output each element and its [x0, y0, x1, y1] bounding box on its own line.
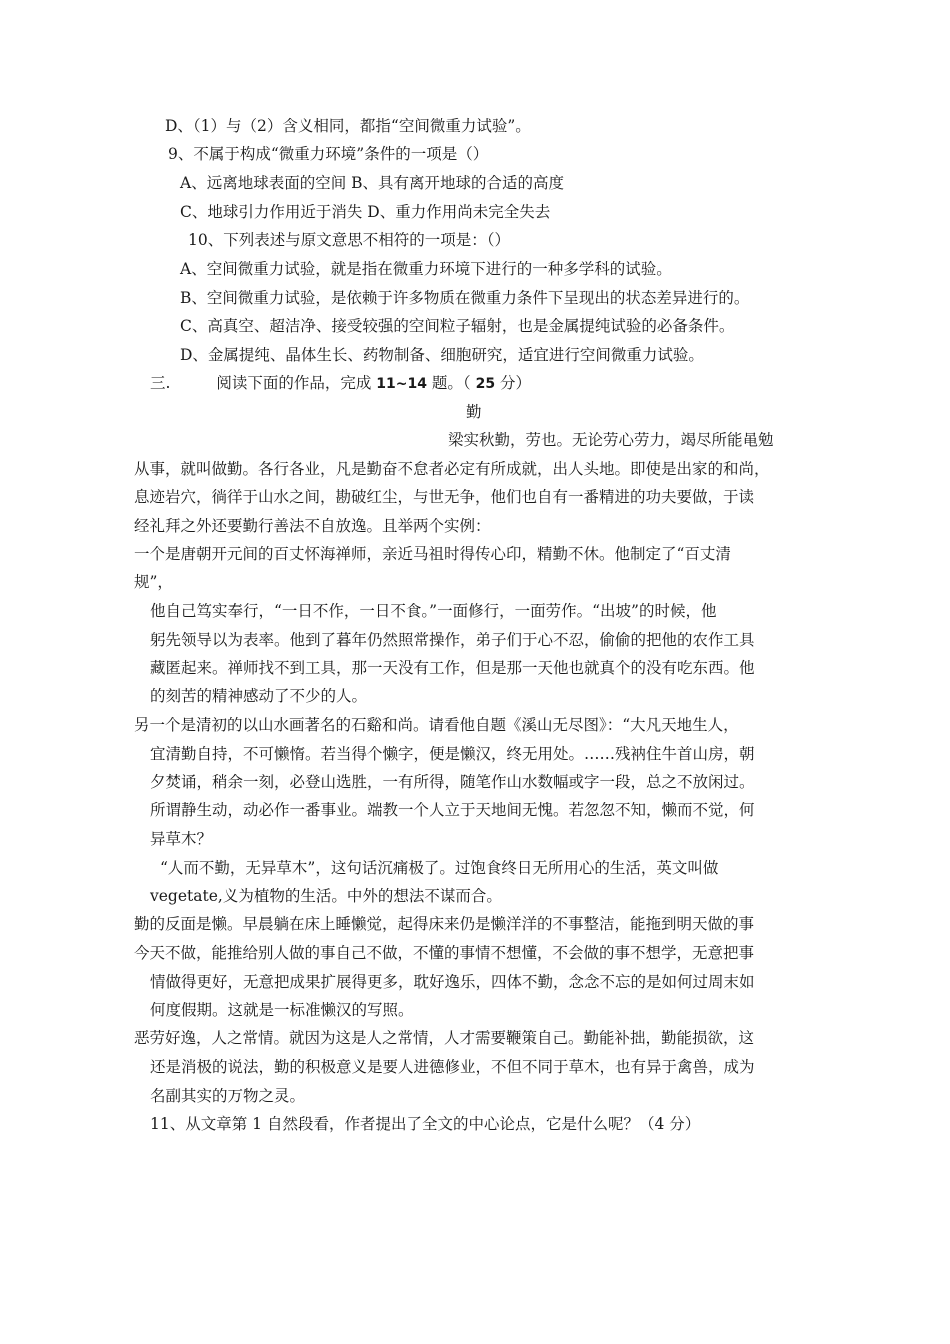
section-instruction-post: 分）	[500, 374, 532, 392]
section-3-heading	[150, 373, 531, 394]
essay-line: 勤的反面是懒。早晨躺在床上睡懒觉，起得床来仍是懒洋洋的不事整洁，能拖到明天做的事	[134, 915, 755, 933]
essay-line: 躬先领导以为表率。他到了暮年仍然照常操作，弟子们于心不忍，偷偷的把他的农作工具	[150, 631, 755, 649]
section-instruction-mid: 题。（	[431, 374, 471, 392]
q9-stem: 9、不属于构成“微重力环境”条件的一项是（）	[168, 145, 489, 163]
essay-line: 今天不做，能推给别人做的事自己不做，不懂的事情不想懂，不会做的事不想学，无意把事	[134, 944, 755, 962]
essay-line: 规”，	[134, 573, 173, 591]
essay-line: 所谓静生动，动必作一番事业。端教一个人立于天地间无愧。若忽忽不知，懒而不觉，何	[150, 801, 755, 819]
section-score: 25	[475, 376, 496, 392]
q9-options-cd: C、地球引力作用近于消失 D、重力作用尚未完全失去	[180, 203, 551, 221]
q10-option-a: A、空间微重力试验，就是指在微重力环境下进行的一种多学科的试验。	[180, 260, 672, 278]
q9-options-ab: A、远离地球表面的空间 B、具有离开地球的合适的高度	[180, 174, 565, 192]
essay-line: vegetate,义为植物的生活。中外的想法不谋而合。	[150, 887, 502, 905]
q10-option-c: C、高真空、超洁净、接受较强的空间粒子辐射，也是金属提纯试验的必备条件。	[180, 317, 735, 335]
essay-line: 藏匿起来。禅师找不到工具，那一天没有工作，但是那一天他也就真个的没有吃东西。他	[150, 659, 755, 677]
essay-line: 宜清勤自持，不可懒惰。若当得个懒字，便是懒汉，终无用处。……残衲住牛首山房，朝	[150, 745, 755, 763]
essay-line: 情做得更好，无意把成果扩展得更多，耽好逸乐，四体不勤，念念不忘的是如何过周末如	[150, 973, 755, 991]
essay-line: 从事，就叫做勤。各行各业，凡是勤奋不怠者必定有所成就，出人头地。即使是出家的和尚，	[134, 460, 770, 478]
q10-option-d: D、金属提纯、晶体生长、药物制备、细胞研究，适宜进行空间微重力试验。	[180, 346, 704, 364]
essay-line: 梁实秋勤，劳也。无论劳心劳力，竭尽所能黾勉	[448, 431, 774, 449]
essay-line: 还是消极的说法，勤的积极意义是要人进德修业，不但不同于草木，也有异于禽兽，成为	[150, 1058, 755, 1076]
essay-title: 勤	[466, 403, 482, 421]
q8-option-d: D、（1）与（2）含义相同，都指“空间微重力试验”。	[165, 117, 531, 135]
essay-line: “人而不勤，无异草木”，这句话沉痛极了。过饱食终日无所用心的生活，英文叫做	[160, 859, 719, 877]
essay-line: 息迹岩穴，徜徉于山水之间，勘破红尘，与世无争，他们也自有一番精进的功夫要做，于读	[134, 488, 755, 506]
section-question-range: 11~14	[376, 376, 427, 392]
essay-line: 另一个是清初的以山水画著名的石谿和尚。请看他自题《溪山无尽图》：“大凡天地生人，	[134, 716, 739, 734]
essay-line: 经礼拜之外还要勤行善法不自放逸。且举两个实例：	[134, 517, 491, 535]
q11-stem: 11、从文章第 1 自然段看，作者提出了全文的中心论点，它是什么呢？（4 分）	[150, 1115, 701, 1133]
essay-line: 名副其实的万物之灵。	[150, 1087, 306, 1105]
q10-option-b: B、空间微重力试验，是依赖于许多物质在微重力条件下呈现出的状态差异进行的。	[180, 289, 750, 307]
essay-line: 异草木？	[150, 830, 213, 848]
section-number: 三.	[150, 374, 171, 392]
essay-line: 一个是唐朝开元间的百丈怀海禅师，亲近马祖时得传心印，精勤不休。他制定了“百丈清	[134, 545, 731, 563]
essay-line: 的刻苦的精神感动了不少的人。	[150, 687, 368, 705]
section-instruction-pre: 阅读下面的作品，完成	[216, 374, 372, 392]
q10-stem: 10、下列表述与原文意思不相符的一项是：（）	[188, 231, 510, 249]
essay-line: 何度假期。这就是一标准懒汉的写照。	[150, 1001, 414, 1019]
essay-line: 恶劳好逸，人之常情。就因为这是人之常情，人才需要鞭策自己。勤能补拙，勤能损欲，这	[134, 1029, 755, 1047]
essay-line: 他自己笃实奉行，“一日不作，一日不食。”一面修行，一面劳作。“出坡”的时候，他	[150, 602, 717, 620]
essay-line: 夕焚诵，稍余一刻，必登山选胜，一有所得，随笔作山水数幅或字一段，总之不放闲过。	[150, 773, 755, 791]
